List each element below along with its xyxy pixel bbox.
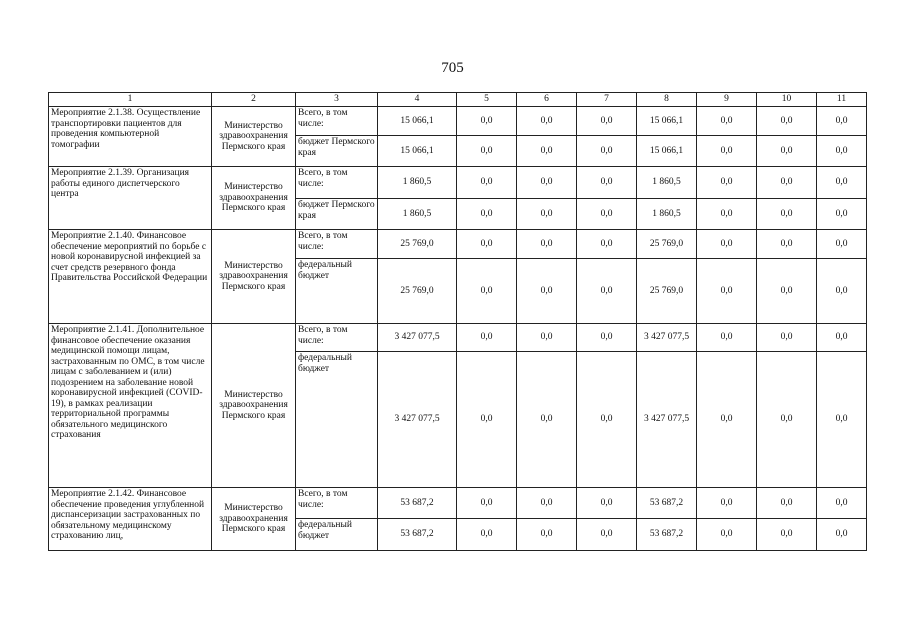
amount-cell: 0,0: [757, 324, 817, 352]
amount-cell: 25 769,0: [637, 230, 697, 259]
amount-cell: 3 427 077,5: [378, 352, 457, 488]
amount-cell: 0,0: [697, 199, 757, 230]
header-row: [49, 93, 867, 107]
amount-cell: 0,0: [517, 230, 577, 259]
amount-cell: 0,0: [697, 230, 757, 259]
header-cell: 2: [212, 93, 296, 107]
amount-cell: 0,0: [577, 230, 637, 259]
amount-cell: 53 687,2: [378, 519, 457, 551]
table-row: [49, 488, 867, 519]
amount-cell: 0,0: [817, 488, 867, 519]
table-row: [49, 167, 867, 199]
amount-cell: 0,0: [577, 519, 637, 551]
funding-source-cell: Всего, в том числе:: [296, 167, 378, 199]
amount-cell: 0,0: [517, 199, 577, 230]
funding-source-cell: бюджет Пермского края: [296, 199, 378, 230]
table-body: [49, 93, 867, 551]
amount-cell: 0,0: [697, 324, 757, 352]
amount-cell: 0,0: [577, 259, 637, 324]
header-cell: 9: [697, 93, 757, 107]
amount-cell: 0,0: [517, 136, 577, 167]
amount-cell: 25 769,0: [378, 230, 457, 259]
ministry-cell: Министерство здравоохранения Пермского края: [212, 324, 296, 488]
amount-cell: 0,0: [757, 352, 817, 488]
amount-cell: 0,0: [517, 259, 577, 324]
amount-cell: 25 769,0: [378, 259, 457, 324]
header-cell: 8: [637, 93, 697, 107]
amount-cell: 0,0: [817, 167, 867, 199]
header-cell: 1: [49, 93, 212, 107]
amount-cell: 1 860,5: [378, 167, 457, 199]
amount-cell: 0,0: [577, 488, 637, 519]
table-row: [49, 324, 867, 352]
amount-cell: 0,0: [577, 352, 637, 488]
funding-source-cell: Всего, в том числе:: [296, 230, 378, 259]
amount-cell: 0,0: [757, 230, 817, 259]
amount-cell: 0,0: [517, 352, 577, 488]
amount-cell: 0,0: [757, 488, 817, 519]
funding-source-cell: Всего, в том числе:: [296, 488, 378, 519]
amount-cell: 53 687,2: [637, 488, 697, 519]
ministry-cell: Министерство здравоохранения Пермского края: [212, 107, 296, 167]
activity-name-cell: Мероприятие 2.1.39. Организация работы единого диспетчерского центра: [49, 167, 212, 230]
amount-cell: 0,0: [757, 136, 817, 167]
funding-source-cell: федеральный бюджет: [296, 352, 378, 488]
amount-cell: 0,0: [517, 324, 577, 352]
amount-cell: 15 066,1: [637, 107, 697, 136]
amount-cell: 1 860,5: [637, 167, 697, 199]
amount-cell: 15 066,1: [378, 136, 457, 167]
amount-cell: 3 427 077,5: [637, 324, 697, 352]
header-cell: 6: [517, 93, 577, 107]
amount-cell: 0,0: [757, 519, 817, 551]
amount-cell: 0,0: [517, 488, 577, 519]
page-number: 705: [441, 60, 464, 76]
amount-cell: 0,0: [697, 519, 757, 551]
amount-cell: 1 860,5: [637, 199, 697, 230]
funding-source-cell: Всего, в том числе:: [296, 107, 378, 136]
table-row: [49, 230, 867, 259]
amount-cell: 53 687,2: [378, 488, 457, 519]
amount-cell: 0,0: [697, 259, 757, 324]
amount-cell: 0,0: [817, 519, 867, 551]
header-cell: 4: [378, 93, 457, 107]
amount-cell: 0,0: [577, 167, 637, 199]
amount-cell: 0,0: [577, 107, 637, 136]
amount-cell: 0,0: [817, 259, 867, 324]
amount-cell: 0,0: [757, 107, 817, 136]
funding-source-cell: федеральный бюджет: [296, 519, 378, 551]
amount-cell: 0,0: [577, 136, 637, 167]
table-row: [49, 107, 867, 136]
amount-cell: 25 769,0: [637, 259, 697, 324]
amount-cell: 0,0: [817, 107, 867, 136]
funding-source-cell: Всего, в том числе:: [296, 324, 378, 352]
header-cell: 5: [457, 93, 517, 107]
amount-cell: 1 860,5: [378, 199, 457, 230]
amount-cell: 0,0: [697, 352, 757, 488]
amount-cell: 0,0: [517, 167, 577, 199]
amount-cell: 0,0: [457, 230, 517, 259]
amount-cell: 0,0: [457, 488, 517, 519]
amount-cell: 15 066,1: [637, 136, 697, 167]
amount-cell: 0,0: [457, 352, 517, 488]
activity-name-cell: Мероприятие 2.1.38. Осуществление транспортировки пациентов для проведения компьютерной томографии: [49, 107, 212, 167]
header-cell: 7: [577, 93, 637, 107]
activity-name-cell: Мероприятие 2.1.42. Финансовое обеспечение проведения углубленной диспансеризации застрахованных по обязательному медицинскому страхованию лиц,: [49, 488, 212, 551]
activity-name-cell: Мероприятие 2.1.40. Финансовое обеспечение мероприятий по борьбе с новой коронавирусной инфекцией за счет средств резервного фонда Правительства Российской Федерации: [49, 230, 212, 324]
amount-cell: 0,0: [457, 136, 517, 167]
ministry-cell: Министерство здравоохранения Пермского края: [212, 488, 296, 551]
amount-cell: 0,0: [817, 230, 867, 259]
amount-cell: 3 427 077,5: [378, 324, 457, 352]
funding-source-cell: федеральный бюджет: [296, 259, 378, 324]
header-cell: 11: [817, 93, 867, 107]
funding-source-cell: бюджет Пермского края: [296, 136, 378, 167]
budget-table: [48, 92, 867, 551]
amount-cell: 0,0: [457, 199, 517, 230]
amount-cell: 0,0: [457, 519, 517, 551]
amount-cell: 0,0: [697, 107, 757, 136]
amount-cell: 0,0: [457, 259, 517, 324]
amount-cell: 3 427 077,5: [637, 352, 697, 488]
header-cell: 3: [296, 93, 378, 107]
amount-cell: 0,0: [757, 259, 817, 324]
amount-cell: 0,0: [577, 199, 637, 230]
amount-cell: 0,0: [817, 324, 867, 352]
amount-cell: 0,0: [817, 136, 867, 167]
amount-cell: 0,0: [697, 136, 757, 167]
amount-cell: 0,0: [517, 519, 577, 551]
amount-cell: 0,0: [457, 167, 517, 199]
header-cell: 10: [757, 93, 817, 107]
amount-cell: 0,0: [517, 107, 577, 136]
amount-cell: 0,0: [457, 324, 517, 352]
amount-cell: 53 687,2: [637, 519, 697, 551]
amount-cell: 0,0: [457, 107, 517, 136]
amount-cell: 0,0: [757, 199, 817, 230]
amount-cell: 0,0: [577, 324, 637, 352]
amount-cell: 0,0: [697, 167, 757, 199]
ministry-cell: Министерство здравоохранения Пермского края: [212, 167, 296, 230]
amount-cell: 0,0: [757, 167, 817, 199]
activity-name-cell: Мероприятие 2.1.41. Дополнительное финансовое обеспечение оказания медицинской помощи лицам, застрахованным по ОМС, в том числе лицам с заболеванием и (или) подозрением на заболевание новой коронавирусной инфекцией (COVID-19), в рамках реализации территориальной программы обязательного медицинского страхования: [49, 324, 212, 488]
amount-cell: 0,0: [697, 488, 757, 519]
amount-cell: 15 066,1: [378, 107, 457, 136]
ministry-cell: Министерство здравоохранения Пермского края: [212, 230, 296, 324]
amount-cell: 0,0: [817, 352, 867, 488]
amount-cell: 0,0: [817, 199, 867, 230]
